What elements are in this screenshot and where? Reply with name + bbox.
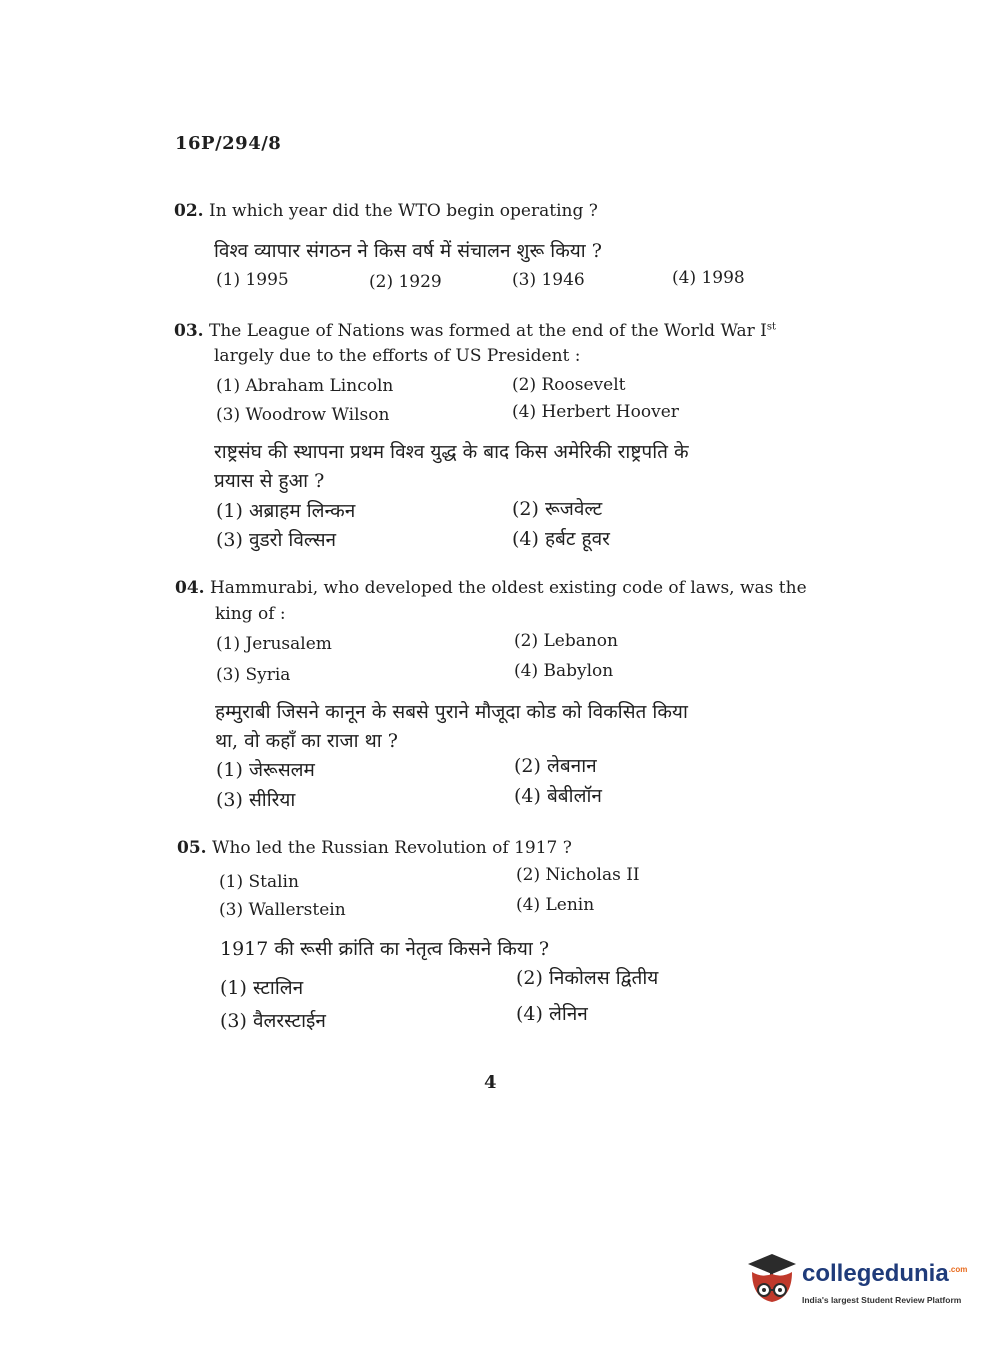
option-3: (3) 1946 xyxy=(512,270,585,290)
question-02-hi: विश्व व्यापार संगठन ने किस वर्ष में संचालन शुरू किया ? xyxy=(214,240,602,262)
question-05-hi: 1917 की रूसी क्रांति का नेतृत्व किसने किया ? xyxy=(220,938,550,960)
option-4-hi: (4) लेनिन xyxy=(516,1003,588,1025)
option-4: (4) Lenin xyxy=(516,895,595,915)
question-number: 05. xyxy=(177,838,207,858)
question-02-en xyxy=(174,201,598,221)
option-1: (1) Abraham Lincoln xyxy=(216,376,394,396)
option-1: (1) Stalin xyxy=(219,872,299,892)
question-number: 03. xyxy=(174,321,204,341)
page-number: 4 xyxy=(484,1072,497,1093)
paper-code: 16P/294/8 xyxy=(175,133,282,154)
option-3: (3) Syria xyxy=(216,665,291,685)
option-1-hi: (1) जेरूसलम xyxy=(216,759,315,781)
question-04-hi-line2: था, वो कहाँ का राजा था ? xyxy=(215,730,398,752)
option-1-hi: (1) स्टालिन xyxy=(220,977,304,999)
question-03-en-line2: largely due to the efforts of US President : xyxy=(214,346,581,366)
option-2-hi: (2) निकोलस द्वितीय xyxy=(516,967,659,989)
question-number: 04. xyxy=(175,578,205,598)
brand-text: collegedunia xyxy=(802,1260,949,1287)
option-4-hi: (4) बेबीलॉन xyxy=(514,785,602,807)
option-4: (4) 1998 xyxy=(672,268,745,288)
question-04-en-line1 xyxy=(175,578,807,598)
option-2: (2) Lebanon xyxy=(514,631,618,651)
brand-tagline: India's largest Student Review Platform xyxy=(802,1295,962,1305)
question-03-hi-line2: प्रयास से हुआ ? xyxy=(214,470,325,492)
question-05-en xyxy=(177,838,572,858)
question-04-hi-line1: हम्मुराबी जिसने कानून के सबसे पुराने मौजूदा कोड को विकसित किया xyxy=(215,701,688,723)
question-text: The League of Nations was formed at the end of the World War I xyxy=(208,321,767,341)
option-3-hi: (3) वुडरो विल्सन xyxy=(216,529,337,551)
option-2: (2) 1929 xyxy=(369,272,442,292)
option-4-hi: (4) हर्बट हूवर xyxy=(512,528,610,550)
mascot-icon xyxy=(742,1250,798,1312)
option-3-hi: (3) वैलरस्टाईन xyxy=(220,1010,326,1032)
option-2: (2) Nicholas II xyxy=(516,865,640,885)
option-3-hi: (3) सीरिया xyxy=(216,789,296,811)
collegedunia-logo xyxy=(742,1250,972,1320)
option-1: (1) 1995 xyxy=(216,270,289,290)
option-3: (3) Wallerstein xyxy=(219,900,346,920)
superscript: st xyxy=(766,321,776,333)
question-04-en-line2: king of : xyxy=(215,604,286,624)
question-03-en-line1 xyxy=(174,321,776,341)
option-3: (3) Woodrow Wilson xyxy=(216,405,390,425)
brand-name xyxy=(802,1260,967,1288)
option-1: (1) Jerusalem xyxy=(216,634,332,654)
question-text: In which year did the WTO begin operating ? xyxy=(208,201,598,221)
option-1-hi: (1) अब्राहम लिन्कन xyxy=(216,500,356,522)
question-text: Who led the Russian Revolution of 1917 ? xyxy=(211,838,572,858)
question-number: 02. xyxy=(174,201,204,221)
option-2: (2) Roosevelt xyxy=(512,375,626,395)
question-text: Hammurabi, who developed the oldest existing code of laws, was the xyxy=(209,578,807,598)
brand-dotcom: .com xyxy=(948,1265,968,1274)
option-2-hi: (2) रूजवेल्ट xyxy=(512,498,603,520)
question-03-hi-line1: राष्ट्रसंघ की स्थापना प्रथम विश्व युद्ध के बाद किस अमेरिकी राष्ट्रपति के xyxy=(214,441,689,463)
option-4: (4) Babylon xyxy=(514,661,614,681)
option-2-hi: (2) लेबनान xyxy=(514,755,597,777)
option-4: (4) Herbert Hoover xyxy=(512,402,679,422)
